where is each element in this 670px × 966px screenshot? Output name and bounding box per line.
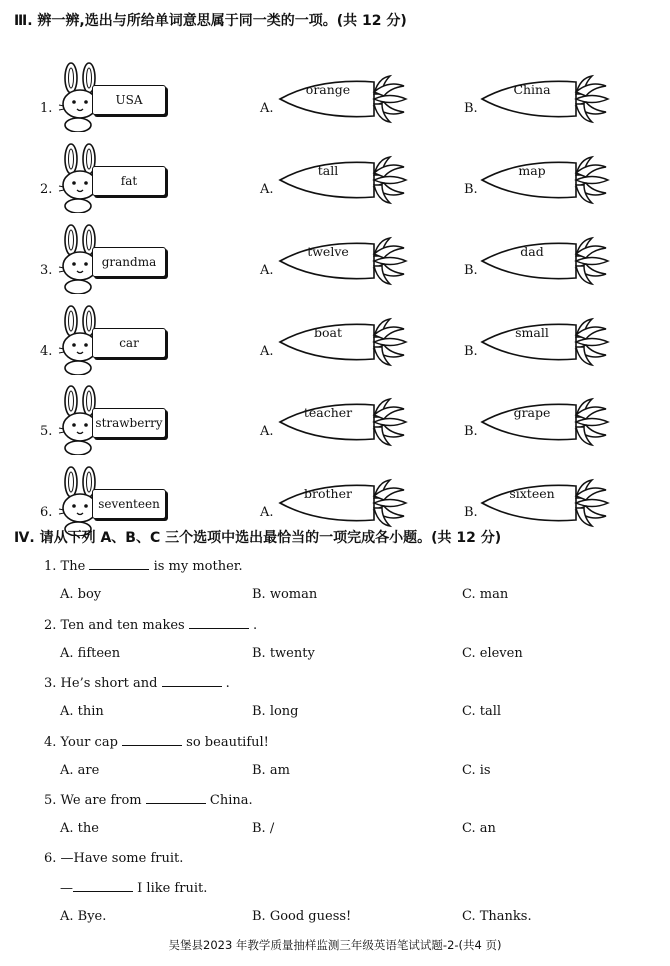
option-b-label: B. [464, 505, 478, 520]
choice-a[interactable]: A. Bye. [60, 909, 107, 924]
option-a-word: orange [305, 82, 351, 97]
option-b-word: grape [513, 405, 551, 420]
given-word: seventeen [92, 489, 166, 519]
stem-after-blank: I like fruit. [137, 881, 208, 896]
choice-b[interactable]: B. am [252, 763, 290, 778]
option-b-carrot [480, 397, 610, 447]
option-b-label: B. [464, 424, 478, 439]
choice-c[interactable]: C. eleven [462, 646, 523, 661]
option-a-word: boat [313, 325, 342, 340]
option-a-label: A. [260, 263, 274, 278]
option-b-carrot [480, 317, 610, 367]
given-word: car [92, 328, 166, 358]
option-a-carrot [278, 155, 408, 205]
option-b-carrot [480, 74, 610, 124]
question-row [0, 155, 670, 235]
choice-c[interactable]: C. an [462, 821, 496, 836]
option-b-carrot [480, 236, 610, 286]
choice-a[interactable]: A. boy [60, 587, 102, 602]
question-number: 3. [40, 263, 53, 278]
answer-blank[interactable] [162, 675, 222, 687]
option-a-word: twelve [307, 244, 349, 259]
option-a-label: A. [260, 101, 274, 116]
option-b-word: small [515, 325, 549, 340]
answer-blank[interactable] [189, 617, 249, 629]
question-row [0, 74, 670, 154]
stem-before-blank: 3. He’s short and [44, 676, 158, 691]
choice-c[interactable]: C. Thanks. [462, 909, 532, 924]
question-number: 4. [40, 344, 53, 359]
question-number: 1. [40, 101, 53, 116]
option-a-word: tall [317, 163, 339, 178]
choice-b[interactable]: B. long [252, 704, 299, 719]
question-stem [44, 675, 230, 691]
stem-after-blank: is my mother. [153, 559, 243, 574]
question-stem [44, 558, 243, 574]
question-stem [44, 734, 269, 750]
choice-c[interactable]: C. is [462, 763, 491, 778]
question-stem [44, 792, 253, 808]
question-number: 5. [40, 424, 53, 439]
option-b-label: B. [464, 344, 478, 359]
option-b-word: dad [520, 244, 544, 259]
section-3-title: Ⅲ. 辨一辨,选出与所给单词意思属于同一类的一项。(共 12 分) [14, 13, 407, 29]
option-a-carrot [278, 74, 408, 124]
section-4-title: Ⅳ. 请从下列 A、B、C 三个选项中选出最恰当的一项完成各小题。(共 12 分) [14, 530, 502, 546]
question-row [0, 397, 670, 477]
choice-a[interactable]: A. thin [60, 704, 104, 719]
choice-c[interactable]: C. tall [462, 704, 502, 719]
choice-a[interactable]: A. the [60, 821, 99, 836]
given-word: fat [92, 166, 166, 196]
question-6-line-1: 6. —Have some fruit. [44, 851, 184, 866]
option-b-label: B. [464, 263, 478, 278]
option-b-carrot [480, 478, 610, 528]
question-6-line-2 [60, 880, 207, 896]
question-number: 2. [40, 182, 53, 197]
choice-a[interactable]: A. fifteen [60, 646, 121, 661]
choice-b[interactable]: B. woman [252, 587, 318, 602]
answer-blank[interactable] [89, 558, 149, 570]
option-a-carrot [278, 236, 408, 286]
given-word: grandma [92, 247, 166, 277]
stem-after-blank: so beautiful! [186, 735, 269, 750]
given-word: USA [92, 85, 166, 115]
stem-after-blank: . [225, 676, 230, 691]
option-a-carrot [278, 397, 408, 447]
question-number: 6. [40, 505, 53, 520]
stem-after-blank: China. [209, 793, 253, 808]
choice-b[interactable]: B. twenty [252, 646, 315, 661]
stem-before-blank: 1. The [44, 559, 86, 574]
page-footer: 吴堡县2023 年教学质量抽样监测三年级英语笔试试题-2-(共4 页) [168, 938, 502, 952]
stem-before-blank: 5. We are from [44, 793, 142, 808]
stem-before-blank: 4. Your cap [44, 735, 118, 750]
question-stem [44, 617, 257, 633]
question-row [0, 236, 670, 316]
given-word: strawberry [92, 408, 166, 438]
option-a-word: brother [304, 486, 352, 501]
answer-blank[interactable] [122, 734, 182, 746]
option-a-label: A. [260, 344, 274, 359]
option-a-label: A. [260, 424, 274, 439]
option-a-label: A. [260, 505, 274, 520]
choice-b[interactable]: B. / [252, 821, 275, 836]
answer-blank[interactable] [73, 880, 133, 892]
option-b-carrot [480, 155, 610, 205]
option-a-label: A. [260, 182, 274, 197]
option-b-label: B. [464, 182, 478, 197]
stem-before-blank: 2. Ten and ten makes [44, 618, 185, 633]
option-a-carrot [278, 478, 408, 528]
stem-after-blank: . [253, 618, 258, 633]
choice-b[interactable]: B. Good guess! [252, 909, 352, 924]
choice-c[interactable]: C. man [462, 587, 509, 602]
answer-blank[interactable] [146, 792, 206, 804]
choice-a[interactable]: A. are [60, 763, 100, 778]
option-b-label: B. [464, 101, 478, 116]
option-b-word: sixteen [509, 486, 555, 501]
option-b-word: map [518, 163, 546, 178]
option-b-word: China [513, 82, 551, 97]
option-a-word: teacher [303, 405, 353, 420]
option-a-carrot [278, 317, 408, 367]
dialogue-dash: — [60, 881, 73, 896]
